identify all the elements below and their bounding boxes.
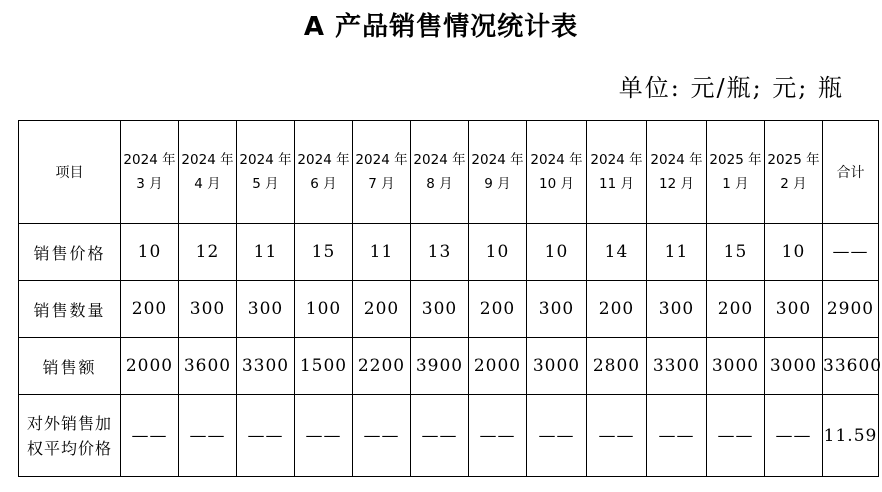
table-cell: 15 xyxy=(295,224,353,281)
table-cell: 14 xyxy=(587,224,647,281)
row-label: 销售数量 xyxy=(19,281,121,338)
table-cell: 13 xyxy=(411,224,469,281)
table-cell: 11 xyxy=(237,224,295,281)
table-row-quantity xyxy=(19,281,879,338)
column-header-month: 2024 年 6 月 xyxy=(295,121,353,224)
total-cell: 33600 xyxy=(823,338,879,395)
table-cell: 11 xyxy=(353,224,411,281)
table-cell: 3600 xyxy=(179,338,237,395)
table-cell: —— xyxy=(527,395,587,477)
column-header-month: 2024 年 12 月 xyxy=(647,121,707,224)
column-header-month: 2024 年 9 月 xyxy=(469,121,527,224)
column-header-month: 2024 年 4 月 xyxy=(179,121,237,224)
column-header-month: 2024 年 11 月 xyxy=(587,121,647,224)
table-cell: —— xyxy=(469,395,527,477)
table-cell: —— xyxy=(587,395,647,477)
column-header-item: 项目 xyxy=(19,121,121,224)
table-cell: 100 xyxy=(295,281,353,338)
table-cell: —— xyxy=(765,395,823,477)
table-cell: 3000 xyxy=(707,338,765,395)
column-header-month: 2024 年 7 月 xyxy=(353,121,411,224)
column-header-month: 2024 年 10 月 xyxy=(527,121,587,224)
sales-table xyxy=(18,120,882,477)
table-cell: 12 xyxy=(179,224,237,281)
table-cell: 300 xyxy=(765,281,823,338)
table-cell: —— xyxy=(295,395,353,477)
table-cell: 200 xyxy=(469,281,527,338)
table-cell: —— xyxy=(237,395,295,477)
table-cell: 2000 xyxy=(121,338,179,395)
table-cell: 10 xyxy=(121,224,179,281)
table-cell: 3900 xyxy=(411,338,469,395)
table-cell: 10 xyxy=(469,224,527,281)
table-cell: 15 xyxy=(707,224,765,281)
row-label: 对外销售加 权平均价格 xyxy=(19,395,121,477)
column-header-total: 合计 xyxy=(823,121,879,224)
table-cell: —— xyxy=(411,395,469,477)
table-row-amount xyxy=(19,338,879,395)
column-header-month: 2025 年 2 月 xyxy=(765,121,823,224)
page-title: A 产品销售情况统计表 xyxy=(303,12,579,42)
table-cell: 3000 xyxy=(765,338,823,395)
table-cell: 300 xyxy=(647,281,707,338)
table-cell: 10 xyxy=(527,224,587,281)
table-cell: 3000 xyxy=(527,338,587,395)
table-cell: 200 xyxy=(353,281,411,338)
table-cell: 1500 xyxy=(295,338,353,395)
table-cell: 200 xyxy=(587,281,647,338)
table-cell: —— xyxy=(353,395,411,477)
table-cell: —— xyxy=(707,395,765,477)
table-row-weighted-average xyxy=(19,395,879,477)
table-cell: 200 xyxy=(707,281,765,338)
table-cell: 300 xyxy=(179,281,237,338)
table-cell: 10 xyxy=(765,224,823,281)
total-cell: —— xyxy=(823,224,879,281)
table-cell: 2000 xyxy=(469,338,527,395)
table-cell: 11 xyxy=(647,224,707,281)
total-cell: 2900 xyxy=(823,281,879,338)
total-cell: 11.59 xyxy=(823,395,879,477)
table-cell: —— xyxy=(647,395,707,477)
table-cell: 3300 xyxy=(237,338,295,395)
column-header-month: 2024 年 8 月 xyxy=(411,121,469,224)
column-header-month: 2024 年 5 月 xyxy=(237,121,295,224)
table-cell: —— xyxy=(179,395,237,477)
row-label: 销售额 xyxy=(19,338,121,395)
table-cell: 200 xyxy=(121,281,179,338)
table-cell: 300 xyxy=(237,281,295,338)
row-label: 销售价格 xyxy=(19,224,121,281)
column-header-month: 2025 年 1 月 xyxy=(707,121,765,224)
table-cell: 300 xyxy=(527,281,587,338)
table-cell: 2800 xyxy=(587,338,647,395)
table-cell: 2200 xyxy=(353,338,411,395)
column-header-month: 2024 年 3 月 xyxy=(121,121,179,224)
unit-note: 单位: 元/瓶; 元; 瓶 xyxy=(618,74,844,102)
table-cell: 300 xyxy=(411,281,469,338)
table-row-price xyxy=(19,224,879,281)
header-row xyxy=(19,121,879,224)
table-cell: —— xyxy=(121,395,179,477)
table-cell: 3300 xyxy=(647,338,707,395)
